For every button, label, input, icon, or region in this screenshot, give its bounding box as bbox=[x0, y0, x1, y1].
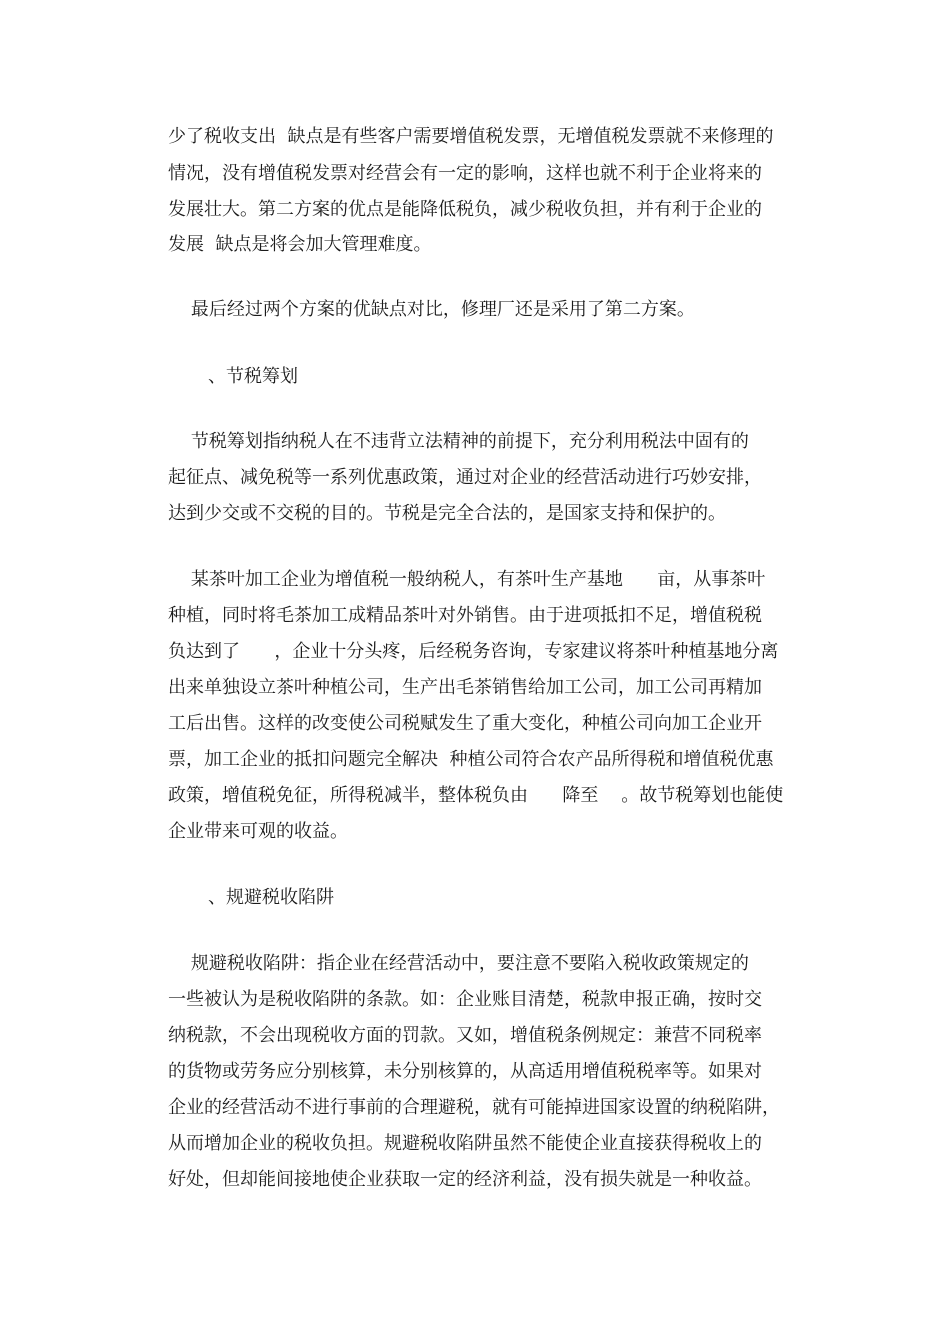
paragraph-line: 起征点、减免税等一系列优惠政策，通过对企业的经营活动进行巧妙安排， bbox=[168, 467, 762, 488]
paragraph-line: 纳税款，不会出现税收方面的罚款。又如，增值税条例规定：兼营不同税率 bbox=[168, 1025, 762, 1046]
paragraph-line: 企业带来可观的收益。 bbox=[168, 821, 348, 842]
paragraph-line: 情况，没有增值税发票对经营会有一定的影响，这样也就不利于企业将来的 bbox=[168, 163, 762, 184]
paragraph-line: 好处，但却能间接地使企业获取一定的经济利益，没有损失就是一种收益。 bbox=[168, 1169, 762, 1190]
paragraph-line: 工后出售。这样的改变使公司税赋发生了重大变化，种植公司向加工企业开 bbox=[168, 713, 762, 734]
paragraph-line: 出来单独设立茶叶种植公司，生产出毛茶销售给加工公司，加工公司再精加 bbox=[168, 677, 762, 698]
paragraph-line: 某茶叶加工企业为增值税一般纳税人，有茶叶生产基地 亩，从事茶叶 bbox=[168, 569, 766, 590]
paragraph-line: 少了税收支出 缺点是有些客户需要增值税发票，无增值税发票就不来修理的 bbox=[168, 126, 774, 147]
section-heading: 、规避税收陷阱 bbox=[168, 887, 335, 908]
paragraph-line: 的货物或劳务应分别核算，未分别核算的，从高适用增值税税率等。如果对 bbox=[168, 1061, 762, 1082]
paragraph-line: 发展壮大。第二方案的优点是能降低税负，减少税收负担，并有利于企业的 bbox=[168, 199, 762, 220]
paragraph-line: 种植，同时将毛茶加工成精品茶叶对外销售。由于进项抵扣不足，增值税税 bbox=[168, 605, 762, 626]
paragraph-line: 负达到了 ，企业十分头疼，后经税务咨询，专家建议将茶叶种植基地分离 bbox=[168, 641, 779, 662]
paragraph-line: 节税筹划指纳税人在不违背立法精神的前提下，充分利用税法中固有的 bbox=[168, 431, 749, 452]
paragraph-line: 企业的经营活动不进行事前的合理避税，就有可能掉进国家设置的纳税陷阱， bbox=[168, 1097, 780, 1118]
paragraph-line: 达到少交或不交税的目的。节税是完全合法的，是国家支持和保护的。 bbox=[168, 503, 726, 524]
paragraph-line: 最后经过两个方案的优缺点对比，修理厂还是采用了第二方案。 bbox=[168, 299, 695, 320]
paragraph-line: 一些被认为是税收陷阱的条款。如：企业账目清楚，税款申报正确，按时交 bbox=[168, 989, 762, 1010]
paragraph-line: 票，加工企业的抵扣问题完全解决 种植公司符合农产品所得税和增值税优惠 bbox=[168, 749, 774, 770]
paragraph-line: 规避税收陷阱：指企业在经营活动中，要注意不要陷入税收政策规定的 bbox=[168, 953, 749, 974]
section-heading: 、节税筹划 bbox=[168, 366, 299, 387]
paragraph-line: 发展 缺点是将会加大管理难度。 bbox=[168, 234, 432, 255]
paragraph-line: 从而增加企业的税收负担。规避税收陷阱虽然不能使企业直接获得税收上的 bbox=[168, 1133, 762, 1154]
paragraph-line: 政策，增值税免征，所得税减半，整体税负由 降至 。故节税筹划也能使 bbox=[168, 785, 784, 806]
